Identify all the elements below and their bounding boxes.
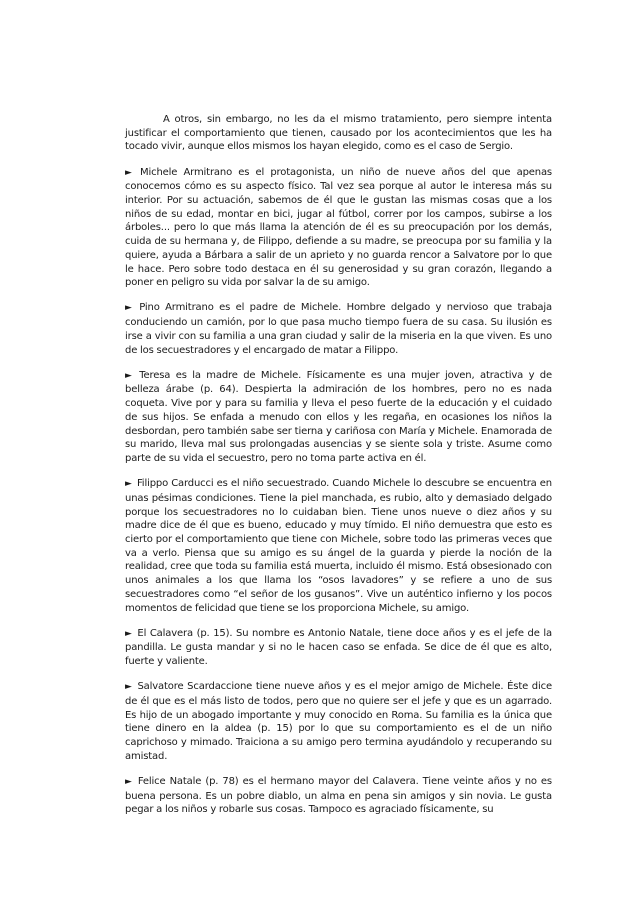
paragraph-text: Filippo Carducci es el niño secuestrado. Cuando Michele lo descubre se encuentra en unas pésimas condiciones. Tiene la piel manchada, es rubio, alto y demasiado delgado porque los secuestradores no lo cuidaban bien. Tiene unos nueve o diez años y su madre dice de él que es bueno, educado y muy tímido. El niño demuestra que esto es cierto por el comportamiento que tiene con Michele, sobre todo las primeras veces que va a verlo. Piensa que su amigo es su ángel de la guarda y pierde la noción de la realidad, cree que toda su familia está muerta, incluido él mismo. Está obsesionado con unos animales a los que llama los “osos lavadores” y se refiere a uno de sus secuestradores como “el señor de los gusanos”. Vive un auténtico infierno y los pocos momentos de felicidad que tiene se los proporciona Michele, su amigo. (125, 478, 552, 614)
paragraph-text: Felice Natale (p. 78) es el hermano mayor del Calavera. Tiene veinte años y no es buena persona. Es un pobre diablo, un alma en pena sin amigos y sin novia. Le gusta pegar a los niños y robarle sus cosas. Tampoco es agraciado físicamente, su (125, 776, 552, 816)
bullet-arrow-icon: ► (125, 682, 132, 693)
paragraph-text: Michele Armitrano es el protagonista, un niño de nueve años del que apenas conocemos cómo es su aspecto físico. Tal vez sea porque al autor le interesa más su interior. Por su actuación, sabemos de él que le gustan las mismas cosas que a los niños de su edad, montar en bici, jugar al fútbol, correr por los campos, subirse a los árboles... pero lo que más llama la atención de él es su preocupación por los demás, cuida de su hermana y, de Filippo, defiende a su madre, se preocupa por su familia y la quiere, ayuda a Bárbara a salir de un aprieto y no guarda rencor a Salvatore por lo que le hace. Pero sobre todo destaca en él su generosidad y su gran corazón, llegando a poner en peligro su vida por salvar la de su amigo. (125, 166, 552, 289)
paragraph-text: El Calavera (p. 15). Su nombre es Antonio Natale, tiene doce años y es el jefe de la pandilla. Le gusta mandar y si no le hacen caso se enfada. Se dice de él que es alto, fuerte y valiente. (125, 627, 552, 668)
bullet-arrow-icon: ► (125, 167, 132, 178)
bullet-arrow-icon: ► (125, 479, 132, 490)
character-paragraph-felice (125, 775, 552, 817)
bullet-arrow-icon: ► (125, 303, 132, 314)
bullet-arrow-icon: ► (125, 370, 132, 381)
character-paragraph-pino (125, 301, 552, 357)
character-paragraph-calavera (125, 627, 552, 669)
character-paragraph-michele (125, 166, 552, 290)
intro-paragraph: A otros, sin embargo, no les da el mismo tratamiento, pero siempre intenta justificar el comportamiento que tienen, causado por los acontecimientos que les ha tocado vivir, aunque ellos mismos los hayan elegido, como es el caso de Sergio. (125, 114, 552, 153)
paragraph-text: Pino Armitrano es el padre de Michele. Hombre delgado y nervioso que trabaja conduciendo un camión, por lo que pasa mucho tiempo fuera de su casa. Su ilusión es irse a vivir con su familia a una gran ciudad y salir de la miseria en la que viven. Es uno de los secuestradores y el encargado de matar a Filippo. (125, 302, 552, 356)
character-paragraph-salvatore (125, 680, 552, 763)
paragraph-text: Teresa es la madre de Michele. Físicamente es una mujer joven, atractiva y de belleza árabe (p. 64). Despierta la admiración de los hombres, pero no es nada coqueta. Vive por y para su familia y lleva el peso fuerte de la educación y el cuidado de sus hijos. Se enfada a menudo con ellos y les regaña, en ocasiones los niños la desbordan, pero también sabe ser tierna y cariñosa con María y Michele. Enamorada de su marido, lleva mal sus prolongadas ausencias y se siente sola y triste. Asume como parte de su vida el secuestro, pero no toma parte activa en él. (125, 369, 552, 464)
character-paragraph-filippo (125, 477, 552, 615)
character-paragraph-teresa (125, 369, 552, 466)
bullet-arrow-icon: ► (125, 777, 132, 788)
paragraph-text: Salvatore Scardaccione tiene nueve años y es el mejor amigo de Michele. Éste dice de él que es el más listo de todos, pero que no quiere ser el jefe y que es un agarrado. Es hijo de un abogado importante y muy conocido en Roma. Su familia es la única que tiene dinero en la aldea (p. 15) por lo que su comportamiento es el de un niño caprichoso y mimado. Traiciona a su amigo pero termina ayudándolo y recuperando su amistad. (125, 681, 552, 762)
bullet-arrow-icon: ► (125, 628, 132, 639)
document-page (125, 113, 552, 817)
